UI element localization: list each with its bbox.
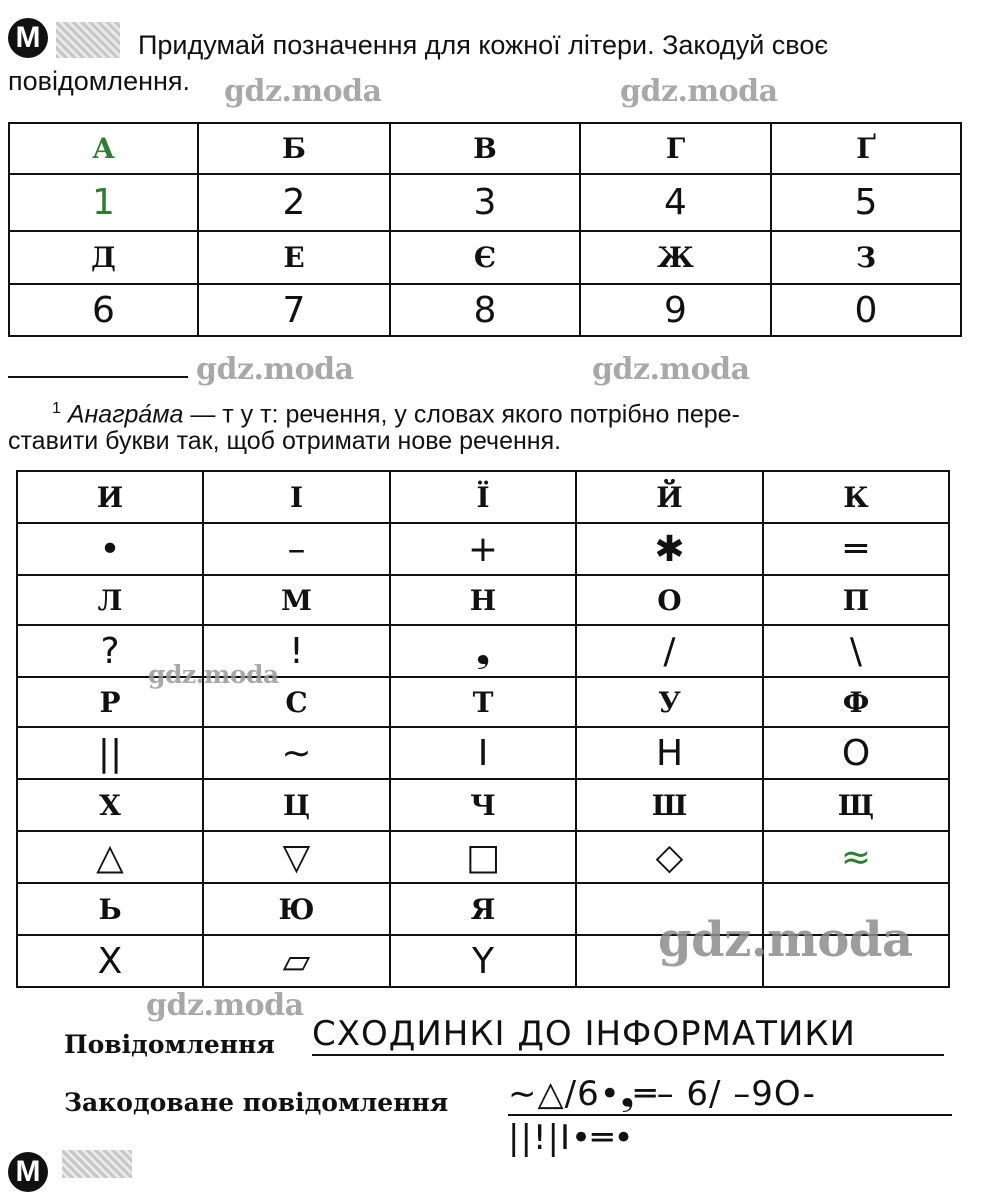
symbol-cell: 4 <box>580 174 771 231</box>
symbol-cell: \ <box>763 625 949 677</box>
watermark: gdz.moda <box>196 352 354 387</box>
letter-cell: Г <box>580 123 771 174</box>
letter-cell: Ю <box>203 883 390 935</box>
watermark: gdz.moda <box>658 912 913 968</box>
letter-cell: Т <box>390 677 576 727</box>
message-value: СХОДИНКІ ДО ІНФОРМАТИКИ <box>312 1014 944 1056</box>
table-row <box>17 575 949 625</box>
symbol-cell: ▽ <box>203 831 390 883</box>
symbol-cell: – <box>203 523 390 575</box>
symbol-cell: □ <box>390 831 576 883</box>
symbol-cell: I <box>390 727 576 779</box>
footnote-definition: — т у т: речення, у словах якого потрібно пере- <box>183 400 740 429</box>
task-badge: М <box>8 18 48 58</box>
letter-cell: Х <box>17 779 203 831</box>
letter-cell: Й <box>576 471 763 523</box>
letter-cell: Я <box>390 883 576 935</box>
symbol-cell: 0 <box>771 284 961 336</box>
letter-cell: К <box>763 471 949 523</box>
letter-cell: А <box>9 123 198 174</box>
watermark: gdz.moda <box>146 988 304 1023</box>
letter-cell: М <box>203 575 390 625</box>
table-row <box>17 779 949 831</box>
symbol-cell: / <box>576 625 763 677</box>
footnote-rule <box>8 376 188 378</box>
symbol-cell: 7 <box>198 284 390 336</box>
letter-cell: У <box>576 677 763 727</box>
letter-cell: Ж <box>580 231 771 284</box>
letter-cell: О <box>576 575 763 625</box>
symbol-cell: H <box>576 727 763 779</box>
symbol-cell: 1 <box>9 174 198 231</box>
letter-cell: И <box>17 471 203 523</box>
symbol-cell: △ <box>17 831 203 883</box>
message-label: Повідомлення <box>64 1030 275 1059</box>
table-row <box>9 174 961 231</box>
symbol-cell: ◇ <box>576 831 763 883</box>
symbol-cell: ? <box>17 625 203 677</box>
table-row <box>9 284 961 336</box>
symbol-cell: O <box>763 727 949 779</box>
table-row <box>9 231 961 284</box>
letter-cell: Ґ <box>771 123 961 174</box>
symbol-cell: 8 <box>390 284 580 336</box>
letter-cell: П <box>763 575 949 625</box>
symbol-cell: + <box>390 523 576 575</box>
symbol-cell: ∼ <box>203 727 390 779</box>
letter-cell: В <box>390 123 580 174</box>
symbol-cell: ! <box>203 625 390 677</box>
symbol-cell: 2 <box>198 174 390 231</box>
symbol-cell: 5 <box>771 174 961 231</box>
footnote-line2: ставити букви так, щоб отримати нове речення. <box>8 427 562 455</box>
encoded-label: Закодоване повідомлення <box>64 1088 449 1117</box>
symbol-cell: 9 <box>580 284 771 336</box>
letter-cell: Ч <box>390 779 576 831</box>
letter-cell: Ї <box>390 471 576 523</box>
table-row <box>17 523 949 575</box>
letter-cell: Р <box>17 677 203 727</box>
letter-cell: З <box>771 231 961 284</box>
letter-code-table-2 <box>16 470 950 988</box>
letter-cell: Ф <box>763 677 949 727</box>
symbol-cell: || <box>17 727 203 779</box>
symbol-cell: ✱ <box>576 523 763 575</box>
letter-code-table-1 <box>8 122 962 337</box>
letter-cell: Щ <box>763 779 949 831</box>
watermark: gdz.moda <box>148 660 279 689</box>
symbol-cell: ❟ <box>390 625 576 677</box>
task-text-line2: повідомлення. <box>8 66 191 96</box>
letter-cell: І <box>203 471 390 523</box>
symbol-cell: ≈ <box>763 831 949 883</box>
letter-cell: Ш <box>576 779 763 831</box>
watermark: gdz.moda <box>592 352 750 387</box>
symbol-cell: X <box>17 935 203 987</box>
task-number-smudge <box>56 22 120 58</box>
letter-cell: Є <box>390 231 580 284</box>
letter-cell: Ц <box>203 779 390 831</box>
letter-cell: Ь <box>17 883 203 935</box>
task-text-line1: Придумай позначення для кожної літери. Закодуй своє <box>138 30 829 60</box>
next-task-number-smudge <box>62 1150 132 1178</box>
encoded-value-line2: ||!|I•═• <box>508 1118 635 1158</box>
symbol-cell: • <box>17 523 203 575</box>
letter-cell: Н <box>390 575 576 625</box>
symbol-cell: Y <box>390 935 576 987</box>
encoded-value-line1: ∼△/6•❟═– 6/ –9O- <box>508 1074 952 1116</box>
watermark: gdz.moda <box>224 74 382 109</box>
table-row <box>17 471 949 523</box>
table-row <box>17 831 949 883</box>
watermark: gdz.moda <box>620 74 778 109</box>
next-task-badge: М <box>8 1152 48 1192</box>
letter-cell: Б <box>198 123 390 174</box>
letter-cell: Е <box>198 231 390 284</box>
table-row <box>9 123 961 174</box>
footnote-term: Анагра́ма <box>67 400 184 429</box>
symbol-cell: ▱ <box>203 935 390 987</box>
table-row <box>17 727 949 779</box>
symbol-cell: 3 <box>390 174 580 231</box>
letter-cell: Л <box>17 575 203 625</box>
footnote-marker: 1 <box>52 400 61 417</box>
symbol-cell: 6 <box>9 284 198 336</box>
letter-cell: С <box>203 677 390 727</box>
symbol-cell: ═ <box>763 523 949 575</box>
letter-cell: Д <box>9 231 198 284</box>
